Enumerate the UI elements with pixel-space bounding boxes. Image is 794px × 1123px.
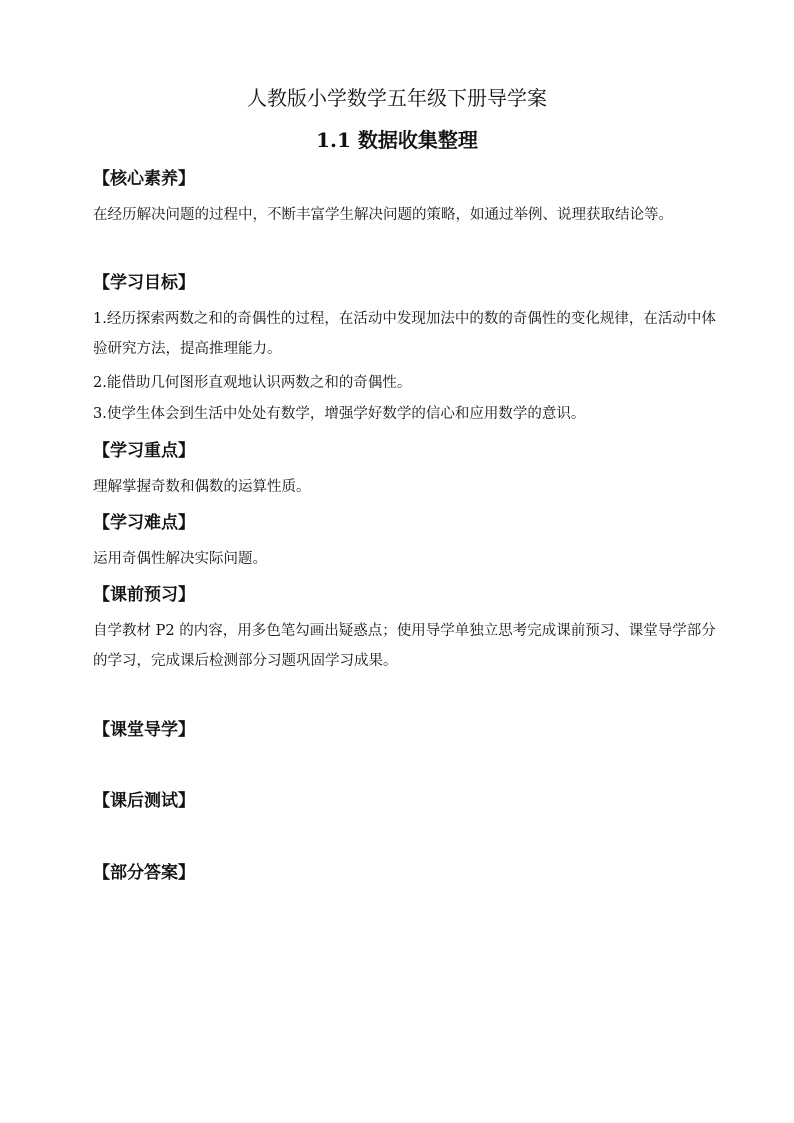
heading-partial-answers: 【部分答案】 [93, 863, 195, 883]
difficulties-text: 运用奇偶性解决实际问题。 [93, 551, 267, 567]
learning-goal-2: 2.能借助几何图形直观地认识两数之和的奇偶性。 [93, 375, 412, 391]
learning-goal-1: 1.经历探索两数之和的奇偶性的过程，在活动中发现加法中的数的奇偶性的变化规律，在活动中体验研究方法，提高推理能力。 [93, 311, 716, 357]
document-title: 人教版小学数学五年级下册导学案 [247, 86, 547, 110]
heading-core-literacy: 【核心素养】 [93, 169, 195, 189]
preview-text: 自学教材 P2 的内容，用多色笔勾画出疑惑点；使用导学单独立思考完成课前预习、课堂导学部分的学习，完成课后检测部分习题巩固学习成果。 [93, 623, 716, 669]
heading-classroom-guide: 【课堂导学】 [93, 720, 195, 740]
heading-post-class-test: 【课后测试】 [93, 791, 195, 811]
heading-preview: 【课前预习】 [93, 585, 195, 605]
learning-goal-3: 3.使学生体会到生活中处处有数学，增强学好数学的信心和应用数学的意识。 [93, 406, 586, 422]
core-literacy-text: 在经历解决问题的过程中，不断丰富学生解决问题的策略，如通过举例、说理获取结论等。 [93, 207, 673, 223]
heading-key-points: 【学习重点】 [93, 441, 195, 461]
heading-difficulties: 【学习难点】 [93, 513, 195, 533]
lesson-title: 1.1 数据收集整理 [316, 128, 478, 152]
heading-learning-goals: 【学习目标】 [93, 273, 195, 293]
key-points-text: 理解掌握奇数和偶数的运算性质。 [93, 479, 311, 495]
